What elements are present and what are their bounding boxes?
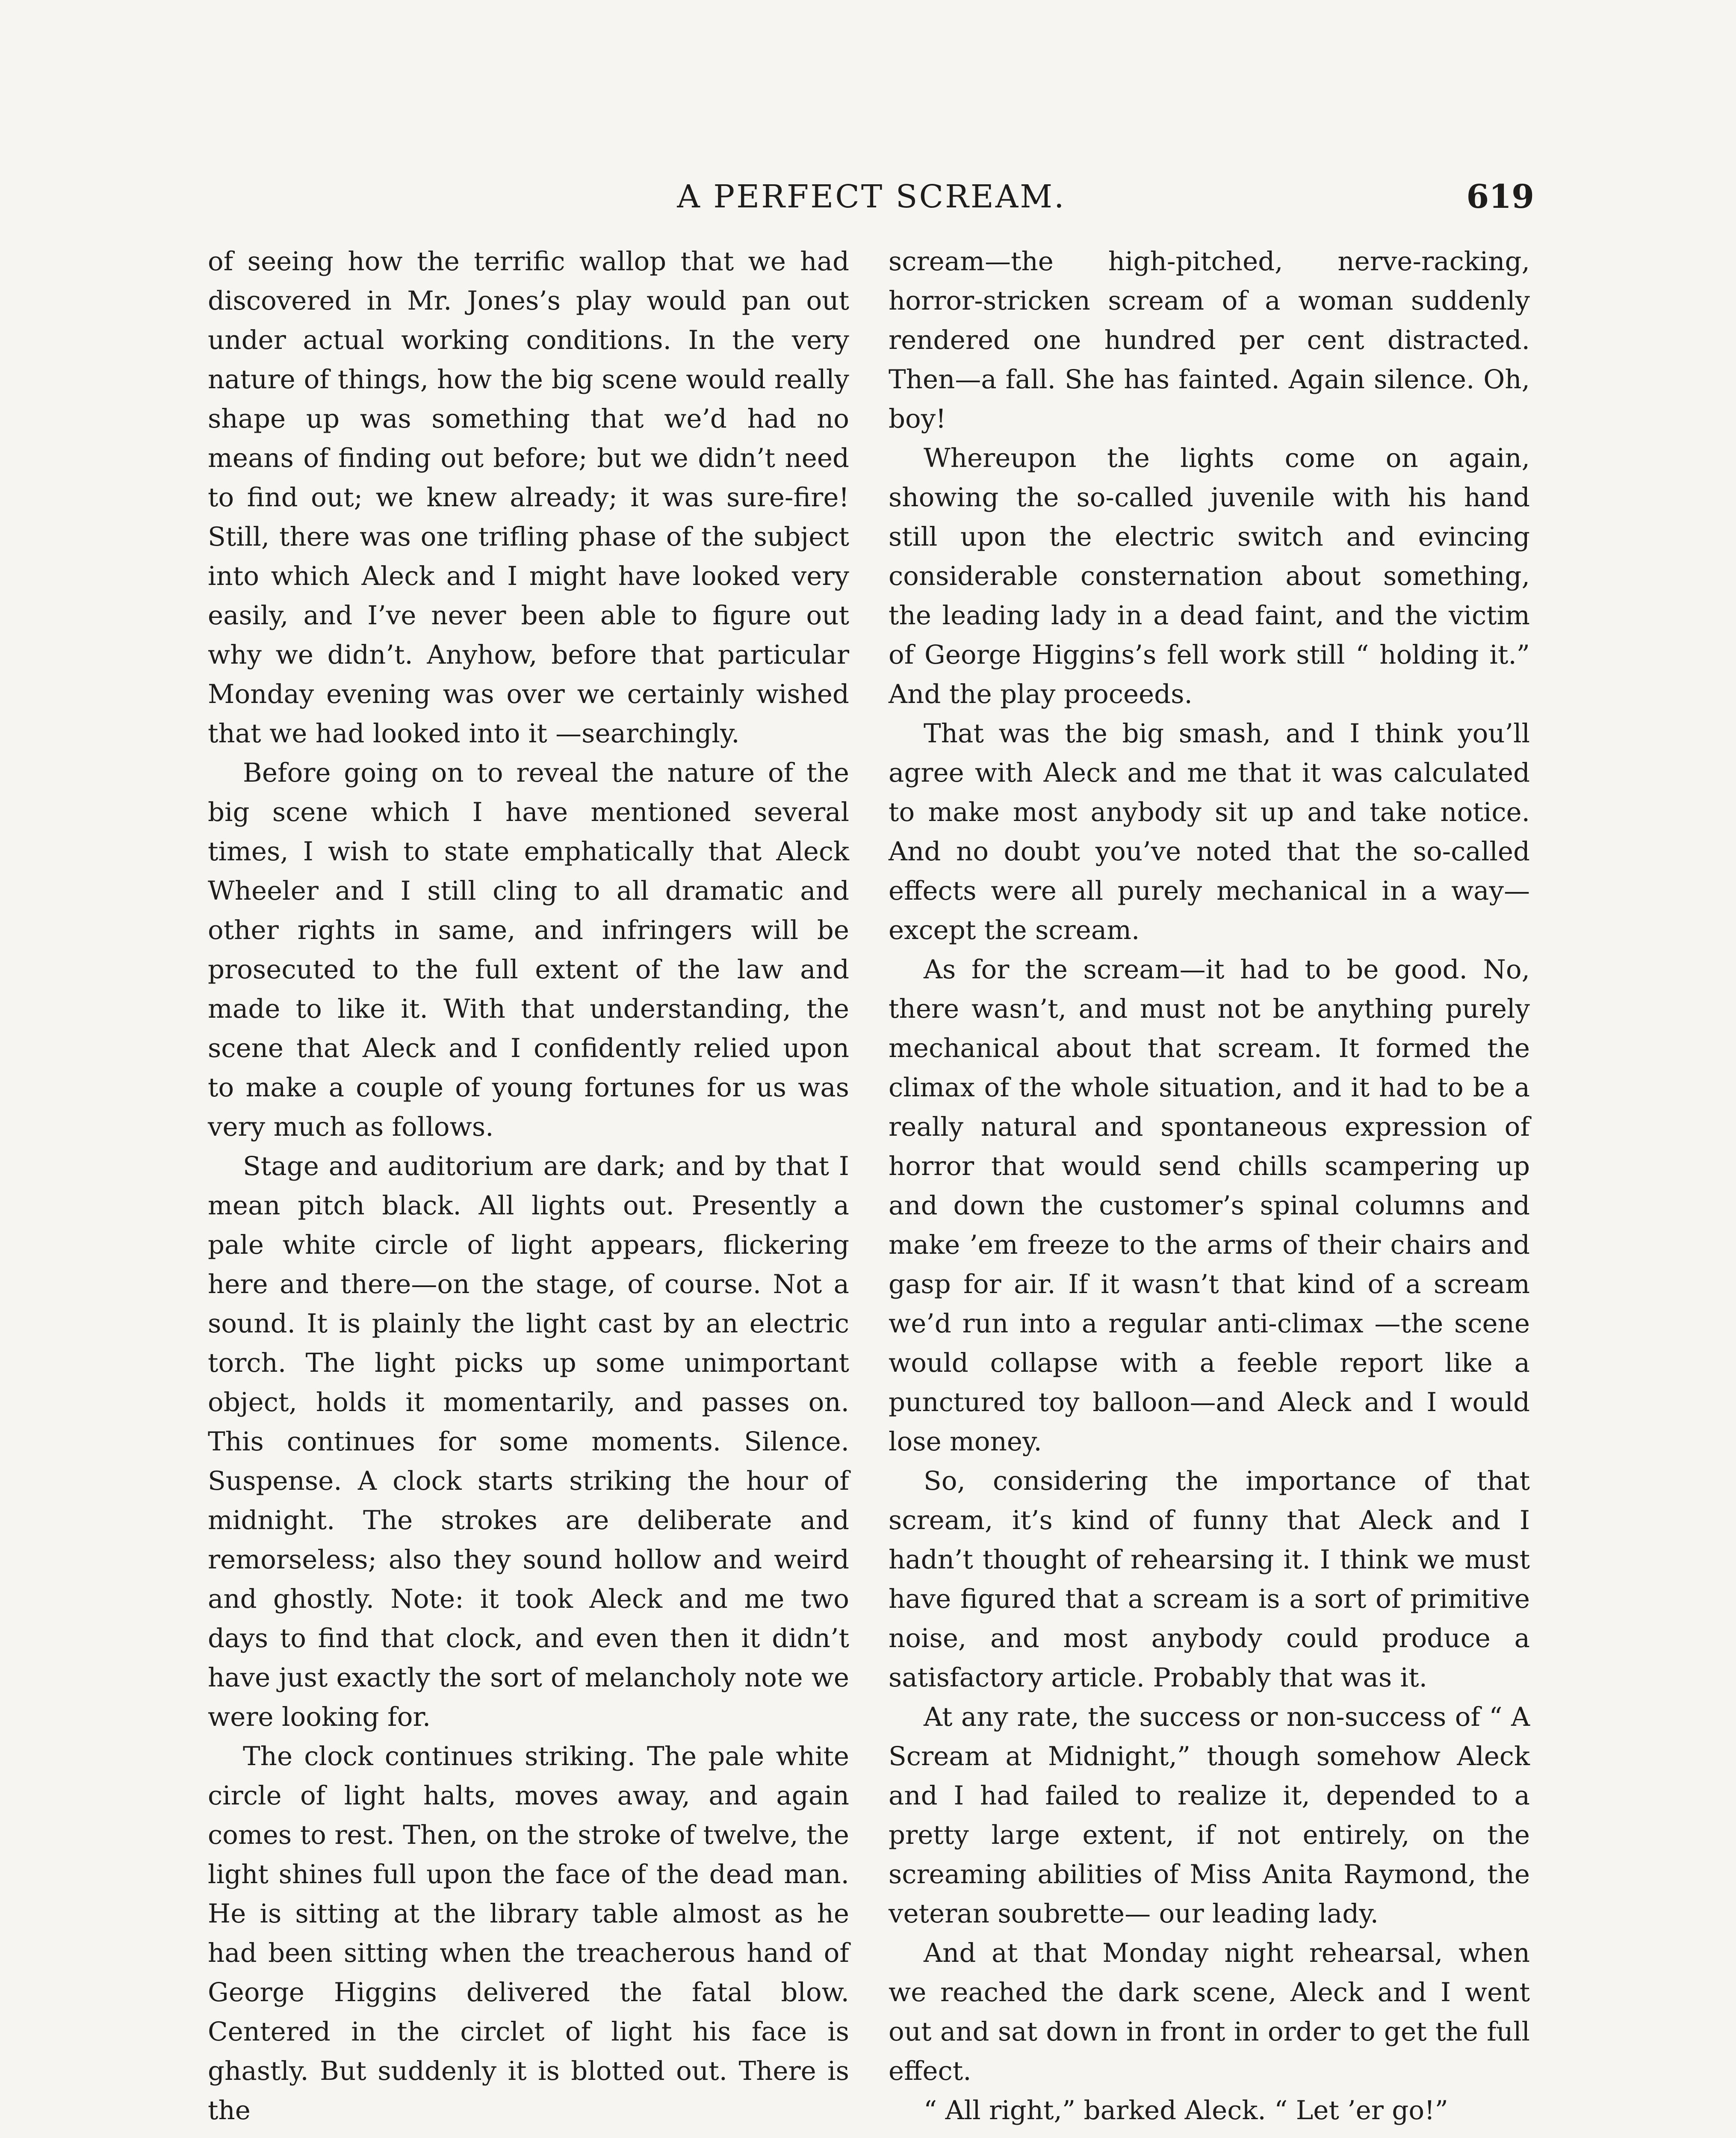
paragraph: of seeing how the terrific wallop that we had discovered in Mr. Jones’s play would pan out under actual working conditions. In the very nature of things, how the big scene would really shape up was something that we’d had no means of finding out before; but we didn’t need to find out; we knew already; it was sure-fire! Still, there was one trifling phase of the subject into which Aleck and I might have looked very easily, and I’ve never been able to figure out why we didn’t. Anyhow, before that particular Monday evening was over we certainly wished that we had looked into it —searchingly. bbox=[208, 246, 849, 749]
page-header bbox=[209, 173, 1534, 220]
paragraph: scream—the high-pitched, nerve-racking, horror-stricken scream of a woman suddenly rendered one hundred per cent distracted. Then—a fall. She has fainted. Again silence. Oh, boy! bbox=[889, 246, 1530, 434]
paragraph: That was the big smash, and I think you’ll agree with Aleck and me that it was calculated to make most anybody sit up and take notice. And no doubt you’ve noted that the so-called effects were all purely mechanical in a way—except the scream. bbox=[889, 718, 1530, 945]
paragraph: “ All right,” barked Aleck. “ Let ’er go!” bbox=[924, 2095, 1448, 2126]
page-number: 619 bbox=[1466, 177, 1534, 216]
paragraph: As for the scream—it had to be good. No, there wasn’t, and must not be anything purely mechanical about that scream. It formed the climax of the whole situation, and it had to be a really natural and spontaneous expression of horror that would send chills scampering up and down the customer’s spinal columns and make ’em freeze to the arms of their chairs and gasp for air. If it wasn’t that kind of a scream we’d run into a regular anti-climax —the scene would collapse with a feeble report like a punctured toy balloon—and Aleck and I would lose money. bbox=[889, 954, 1530, 1457]
paragraph: Before going on to reveal the nature of the big scene which I have mentioned several times, I wish to state emphatically that Aleck Wheeler and I still cling to all dramatic and other rights in same, and infringers will be prosecuted to the full extent of the law and made to like it. With that understanding, the scene that Aleck and I confidently relied upon to make a couple of young fortunes for us was very much as follows. bbox=[208, 758, 849, 1142]
paragraph: Stage and auditorium are dark; and by that I mean pitch black. All lights out. Presently a pale white circle of light appears, flickering here and there—on the stage, of course. Not a sound. It is plainly the light cast by an electric torch. The light picks up some unimportant object, holds it momentarily, and passes on. This continues for some moments. Silence. Suspense. A clock starts striking the hour of midnight. The strokes are deliberate and remorseless; also they sound hollow and weird and ghostly. Note: it took Aleck and me two days to find that clock, and even then it didn’t have just exactly the sort of melancholy note we were looking for. bbox=[208, 1151, 849, 1732]
paragraph: And at that Monday night rehearsal, when we reached the dark scene, Aleck and I went out and sat down in front in order to get the full effect. bbox=[889, 1938, 1530, 2086]
paragraph: Whereupon the lights come on again, showing the so-called juvenile with his hand still upon the electric switch and evincing considerable consternation about something, the leading lady in a dead faint, and the victim of George Higgins’s fell work still “ holding it.” And the play proceeds. bbox=[889, 443, 1530, 709]
paragraph: The clock continues striking. The pale white circle of light halts, moves away, and again comes to rest. Then, on the stroke of twelve, the light shines full upon the face of the dead man. He is sitting at the library table almost as he had been sitting when the treacherous hand of George Higgins delivered the fatal blow. Centered in the circlet of light his face is ghastly. But suddenly it is blotted out. There is the bbox=[208, 1741, 849, 2126]
left-column bbox=[208, 242, 849, 2130]
paragraph: So, considering the importance of that scream, it’s kind of funny that Aleck and I hadn’t thought of rehearsing it. I think we must have figured that a scream is a sort of primitive noise, and most anybody could produce a satisfactory article. Probably that was it. bbox=[889, 1466, 1530, 1693]
right-column bbox=[889, 242, 1530, 2130]
running-title: A PERFECT SCREAM. bbox=[677, 178, 1066, 215]
paragraph: At any rate, the success or non-success of “ A Scream at Midnight,” though somehow Aleck and I had failed to realize it, depended to a pretty large extent, if not entirely, on the screaming abilities of Miss Anita Raymond, the veteran soubrette— our leading lady. bbox=[889, 1702, 1530, 1929]
